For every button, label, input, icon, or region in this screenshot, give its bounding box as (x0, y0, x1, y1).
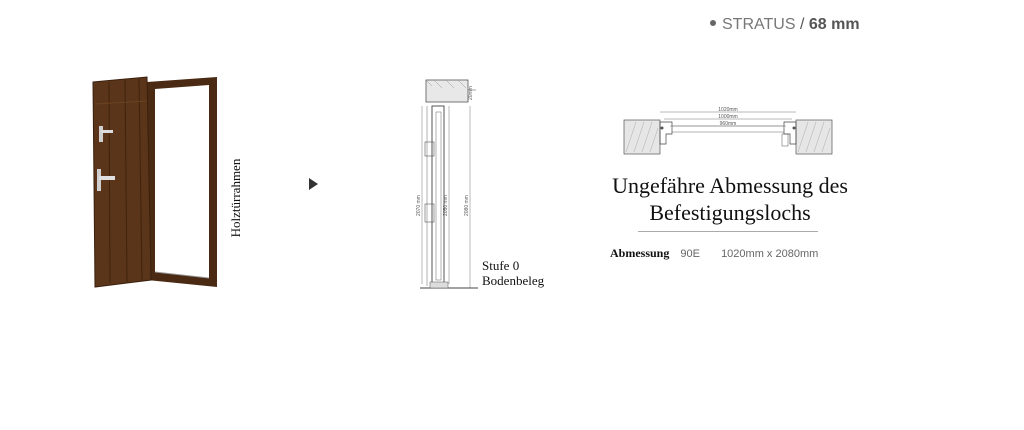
title-divider (638, 231, 818, 232)
frame-label: Holztürrahmen (228, 158, 243, 238)
step-floor-labels (482, 258, 544, 288)
plan-dim-3-label: 960mm (719, 121, 737, 127)
play-arrow-icon (309, 178, 318, 190)
dim-top-label: 20mm (468, 86, 474, 100)
hole-title-line2: Befestigungslochs (649, 200, 811, 225)
plan-dim-1-label: 1020mm (718, 107, 738, 113)
model-name: STRATUS (722, 16, 796, 33)
plan-drawing (622, 104, 834, 160)
hole-title-line1: Ungefähre Abmessung des (612, 173, 848, 198)
hole-size-title (580, 172, 880, 226)
dimension-code: 90E (680, 248, 700, 260)
plan-dim-2-label: 1000mm (718, 114, 738, 120)
step-label: Stufe 0 (482, 258, 520, 273)
dim-left-label: 2070 mm (416, 195, 422, 216)
floor-label: Bodenbeleg (482, 273, 545, 288)
lock-cylinder-icon (99, 126, 103, 142)
model-separator: / (799, 16, 805, 33)
dimension-label: Abmessung (610, 246, 670, 260)
dimension-value: 1020mm x 2080mm (721, 248, 819, 260)
profile-drawing (412, 76, 492, 294)
dimension-row (610, 246, 818, 261)
door-illustration (85, 72, 225, 294)
dim-mid-label: 2050 mm (443, 195, 449, 216)
model-thickness: 68 mm (808, 16, 860, 33)
model-heading (710, 16, 860, 34)
dim-right-label: 2080 mm (464, 195, 470, 216)
bullet-dot-icon (710, 20, 716, 26)
